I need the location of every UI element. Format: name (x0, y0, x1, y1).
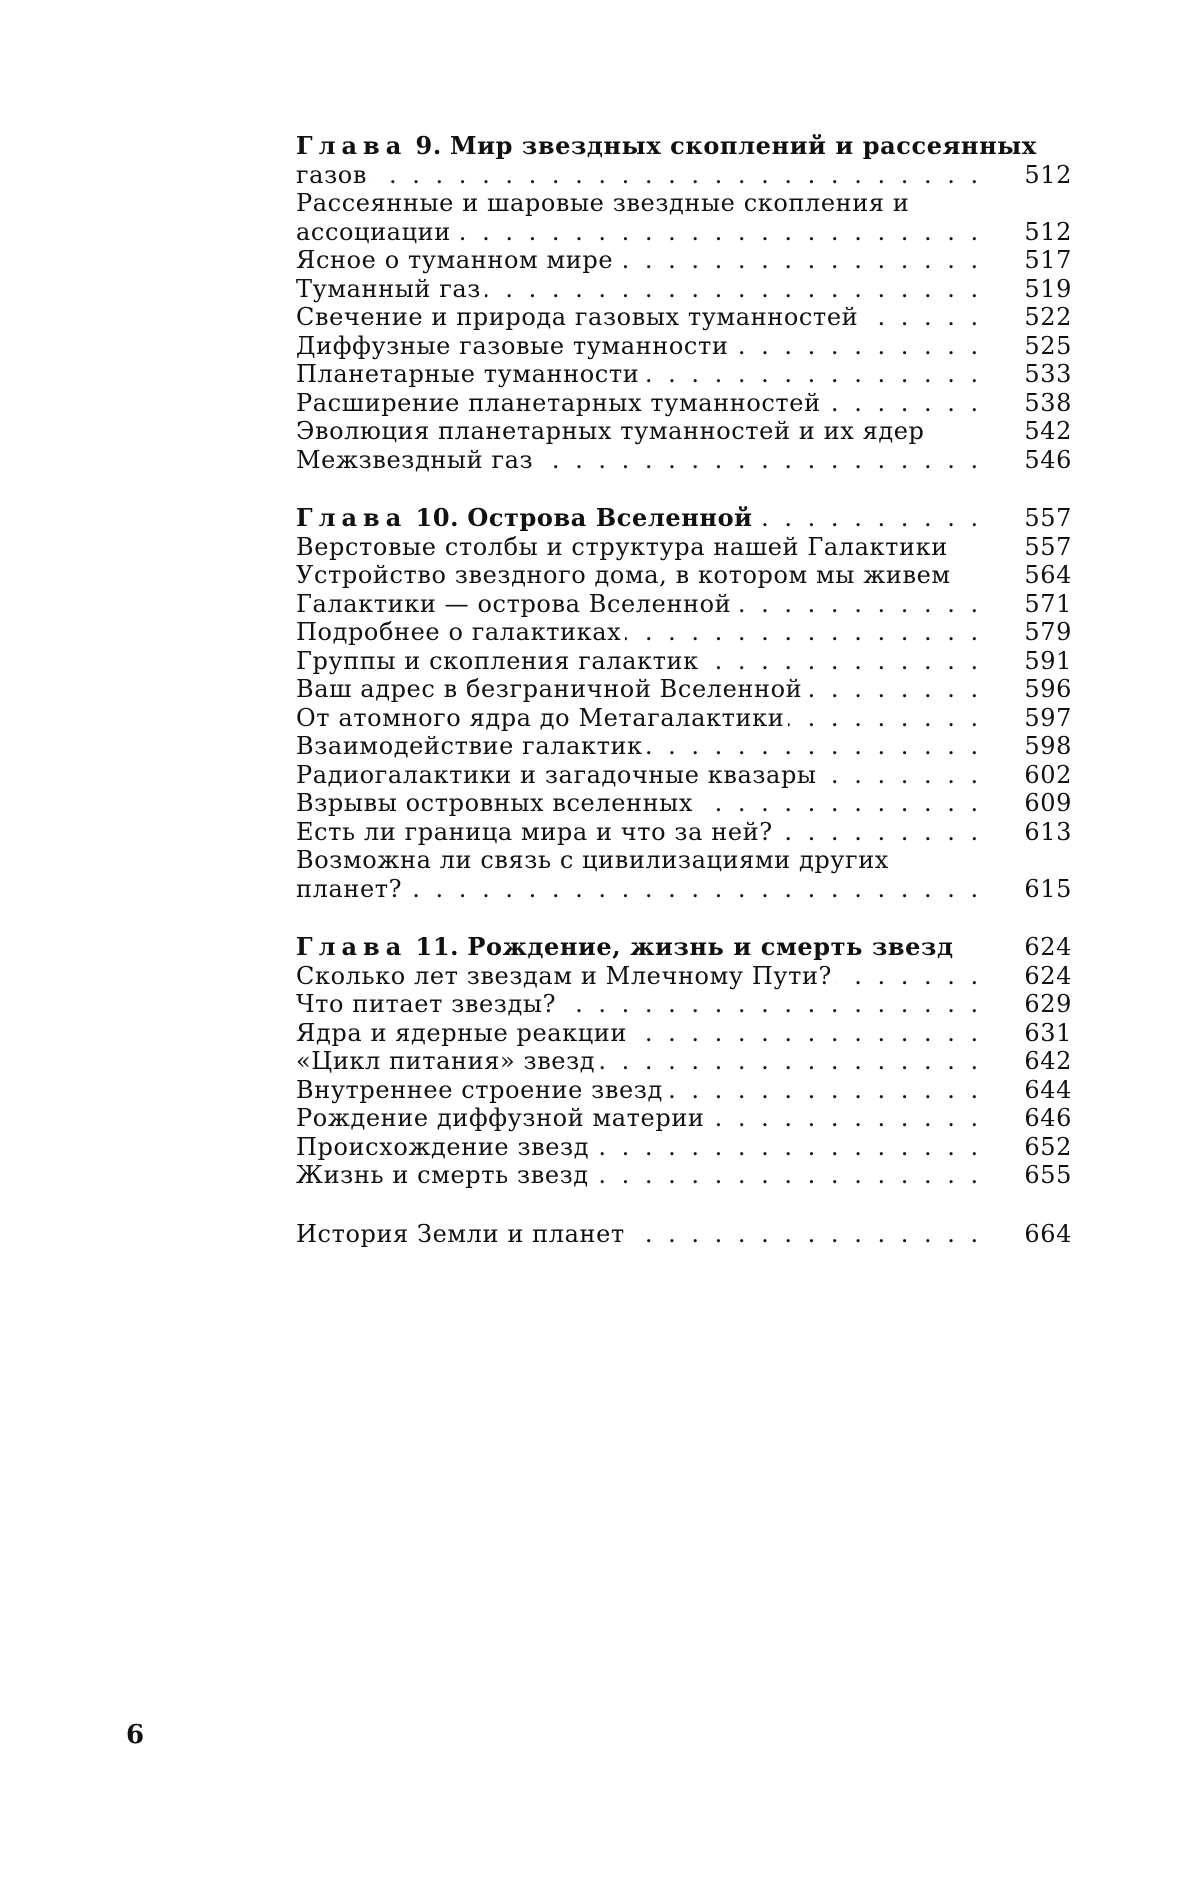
toc-entry-title: Ясное о туманном мире (296, 246, 617, 274)
page-ref: 624 (1024, 933, 1072, 961)
page-ref: 655 (1024, 1161, 1072, 1189)
appendix-section (296, 1220, 1072, 1249)
page-ref: 517 (1024, 246, 1072, 274)
page-ref: 609 (1024, 789, 1072, 817)
toc-entry-title: Туманный газ (296, 275, 485, 303)
page-ref: 602 (1024, 760, 1072, 789)
toc-entry-title: Расширение планетарных туманностей (296, 389, 825, 417)
toc-entry (296, 275, 1072, 304)
toc-entry (296, 561, 1072, 590)
toc-entry (296, 189, 1072, 246)
toc-entry-title: Верстовые столбы и структура нашей Галактики (296, 533, 952, 561)
page-ref: 533 (1024, 360, 1072, 388)
page-ref: 557 (1024, 504, 1072, 532)
toc-entry-title: «Цикл питания» звезд (296, 1047, 599, 1075)
toc-entry-title: Межзвездный газ (296, 446, 537, 474)
toc-entry (296, 704, 1072, 733)
page-ref: 579 (1024, 618, 1072, 646)
page-ref: 664 (1024, 1219, 1072, 1248)
toc-entry-line1: Возможна ли связь с цивилизациями других (296, 846, 889, 874)
page-ref: 546 (1024, 445, 1072, 474)
toc-entry (296, 618, 1072, 647)
page-ref: 629 (1024, 990, 1072, 1018)
toc-entry-title: Жизнь и смерть звезд (296, 1161, 593, 1189)
chapter-title: Рождение, жизнь и смерть звезд (467, 933, 954, 961)
toc-entry-title: Диффузные газовые туманности (296, 332, 732, 360)
chapter-label: Глава (296, 504, 408, 532)
page-ref: 652 (1024, 1132, 1072, 1161)
toc-entry (296, 303, 1072, 332)
toc-entry (296, 246, 1072, 275)
page-ref: 631 (1024, 1018, 1072, 1047)
toc-entry (296, 732, 1072, 761)
toc-entry (296, 962, 1072, 991)
page-ref: 522 (1024, 303, 1072, 331)
chapter-11-heading (296, 933, 1072, 962)
toc-entry-title: Сколько лет звездам и Млечному Пути? (296, 962, 836, 990)
toc-entry (296, 1220, 1072, 1249)
toc-entry (296, 360, 1072, 389)
page-ref: 597 (1024, 703, 1072, 732)
page-number: 6 (126, 1720, 145, 1750)
toc-entry-title: Ядра и ядерные реакции (296, 1019, 631, 1047)
toc-entry (296, 1161, 1072, 1190)
toc-entry (296, 647, 1072, 676)
toc-entry-title: Взаимодействие галактик (296, 732, 647, 760)
toc-entry (296, 417, 1072, 446)
toc-entry-title: Радиогалактики и загадочные квазары (296, 761, 821, 789)
toc-entry-line2 (296, 875, 1072, 904)
toc-entry-title: Что питает звезды? (296, 990, 560, 1018)
chapter-title: Мир звездных скоплений и рассеянных (450, 131, 1037, 160)
toc-entry-title: Взрывы островных вселенных (296, 789, 697, 817)
chapter-number: 10. (415, 504, 460, 532)
toc-entry (296, 590, 1072, 619)
toc-entry (296, 1047, 1072, 1076)
toc-entry-title: Рождение диффузной материи (296, 1104, 709, 1132)
page-ref: 564 (1024, 561, 1072, 589)
page-ref: 525 (1024, 331, 1072, 360)
page-ref: 642 (1024, 1047, 1072, 1075)
toc-entry-title: Свечение и природа газовых туманностей (296, 303, 862, 331)
toc-entry (296, 533, 1072, 562)
chapter-number: 11. (415, 933, 460, 961)
toc-entry-title: История Земли и планет (296, 1220, 629, 1248)
chapter-title: Острова Вселенной (467, 504, 753, 532)
chapter-9-heading-line1 (296, 132, 1072, 161)
chapter-number: 9. (415, 131, 442, 160)
page-ref: 644 (1024, 1075, 1072, 1104)
page-ref: 624 (1024, 961, 1072, 990)
toc-entry-title: Происхождение звезд (296, 1133, 593, 1161)
toc-entry-title: ассоциации (296, 218, 455, 246)
toc-entry-title: Ваш адрес в безграничной Вселенной (296, 675, 806, 703)
chapter-9-section (296, 132, 1072, 474)
toc-entry (296, 1133, 1072, 1162)
toc-entry-title: планет? (296, 875, 406, 903)
chapter-11-section (296, 933, 1072, 1190)
toc-entry-title: Внутреннее строение звезд (296, 1076, 667, 1104)
toc-entry (296, 1019, 1072, 1048)
page-ref: 542 (1024, 417, 1072, 445)
toc-entry-title: Эволюция планетарных туманностей и их ядер (296, 417, 928, 445)
chapter-label: Глава (296, 131, 408, 160)
toc-entry (296, 332, 1072, 361)
toc-entry-title: Группы и скопления галактик (296, 647, 703, 675)
page-ref: 512 (1024, 217, 1072, 246)
toc-entry-title: Устройство звездного дома, в котором мы живем (296, 561, 955, 589)
chapter-10-heading (296, 504, 1072, 533)
chapter-label: Глава (296, 933, 408, 961)
chapter-9-heading-line2 (296, 161, 1072, 190)
chapter-10-section (296, 504, 1072, 903)
toc-entry (296, 675, 1072, 704)
page-ref: 557 (1024, 532, 1072, 561)
toc-entry (296, 789, 1072, 818)
toc-entry-title: От атомного ядра до Метагалактики (296, 704, 788, 732)
chapter-title-continued: газов (296, 161, 371, 189)
page-ref: 613 (1024, 817, 1072, 846)
toc-entry (296, 1076, 1072, 1105)
toc-entry (296, 990, 1072, 1019)
toc-entry-title: Есть ли граница мира и что за ней? (296, 818, 777, 846)
page-ref: 591 (1024, 646, 1072, 675)
toc-entry-line2 (296, 218, 1072, 247)
toc-entry (296, 761, 1072, 790)
toc-entry (296, 1104, 1072, 1133)
page-ref: 598 (1024, 732, 1072, 760)
page-ref: 512 (1024, 160, 1072, 189)
toc-entry-title: Планетарные туманности (296, 360, 643, 388)
toc-entry-line1: Рассеянные и шаровые звездные скопления и (296, 189, 910, 217)
page-ref: 646 (1024, 1104, 1072, 1132)
page-ref: 519 (1024, 274, 1072, 303)
toc-entry (296, 389, 1072, 418)
page-ref: 538 (1024, 388, 1072, 417)
chapter-9-heading (296, 132, 1072, 189)
toc-entry (296, 446, 1072, 475)
toc-entry (296, 846, 1072, 903)
toc-entry-title: Подробнее о галактиках (296, 618, 625, 646)
page-ref: 571 (1024, 589, 1072, 618)
toc-entry-title: Галактики — острова Вселенной (296, 590, 735, 618)
page-ref: 596 (1024, 675, 1072, 703)
page-ref: 615 (1024, 874, 1072, 903)
table-of-contents (296, 132, 1072, 1278)
toc-entry (296, 818, 1072, 847)
